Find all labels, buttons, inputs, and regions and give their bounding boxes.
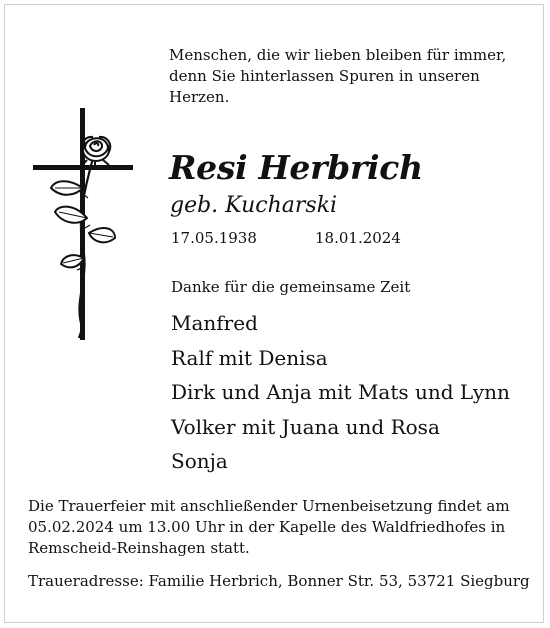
mourner-name: Volker mit Juana und Rosa [171, 414, 440, 439]
mourner-name: Manfred [171, 311, 258, 335]
mourner-name: Ralf mit Denisa [171, 345, 328, 370]
ceremony-info: Die Trauerfeier mit anschließender Urnenbeisetzung findet am 05.02.2024 um 13.00 Uhr in der Kapelle des Waldfriedhofes in Remscheid-Reinshagen statt. [28, 497, 510, 557]
mourner-name: Dirk und Anja mit Mats und Lynn [171, 380, 510, 404]
mourning-address: Traueradresse: Familie Herbrich, Bonner Str. 53, 53721 Siegburg [28, 572, 530, 590]
memorial-quote: Menschen, die wir lieben bleiben für immer, denn Sie hinterlassen Spuren in unseren Herzen. [169, 46, 507, 106]
mourner-name: Sonja [171, 449, 228, 473]
maiden-name: geb. Kucharski [170, 193, 338, 218]
death-date: 18.01.2024 [315, 229, 401, 247]
deceased-name: Resi Herbrich [169, 148, 423, 187]
mourners-list [171, 306, 510, 479]
cross-with-rose-icon [33, 108, 133, 340]
thanks-line: Danke für die gemeinsame Zeit [171, 278, 411, 296]
birth-date: 17.05.1938 [171, 229, 257, 247]
